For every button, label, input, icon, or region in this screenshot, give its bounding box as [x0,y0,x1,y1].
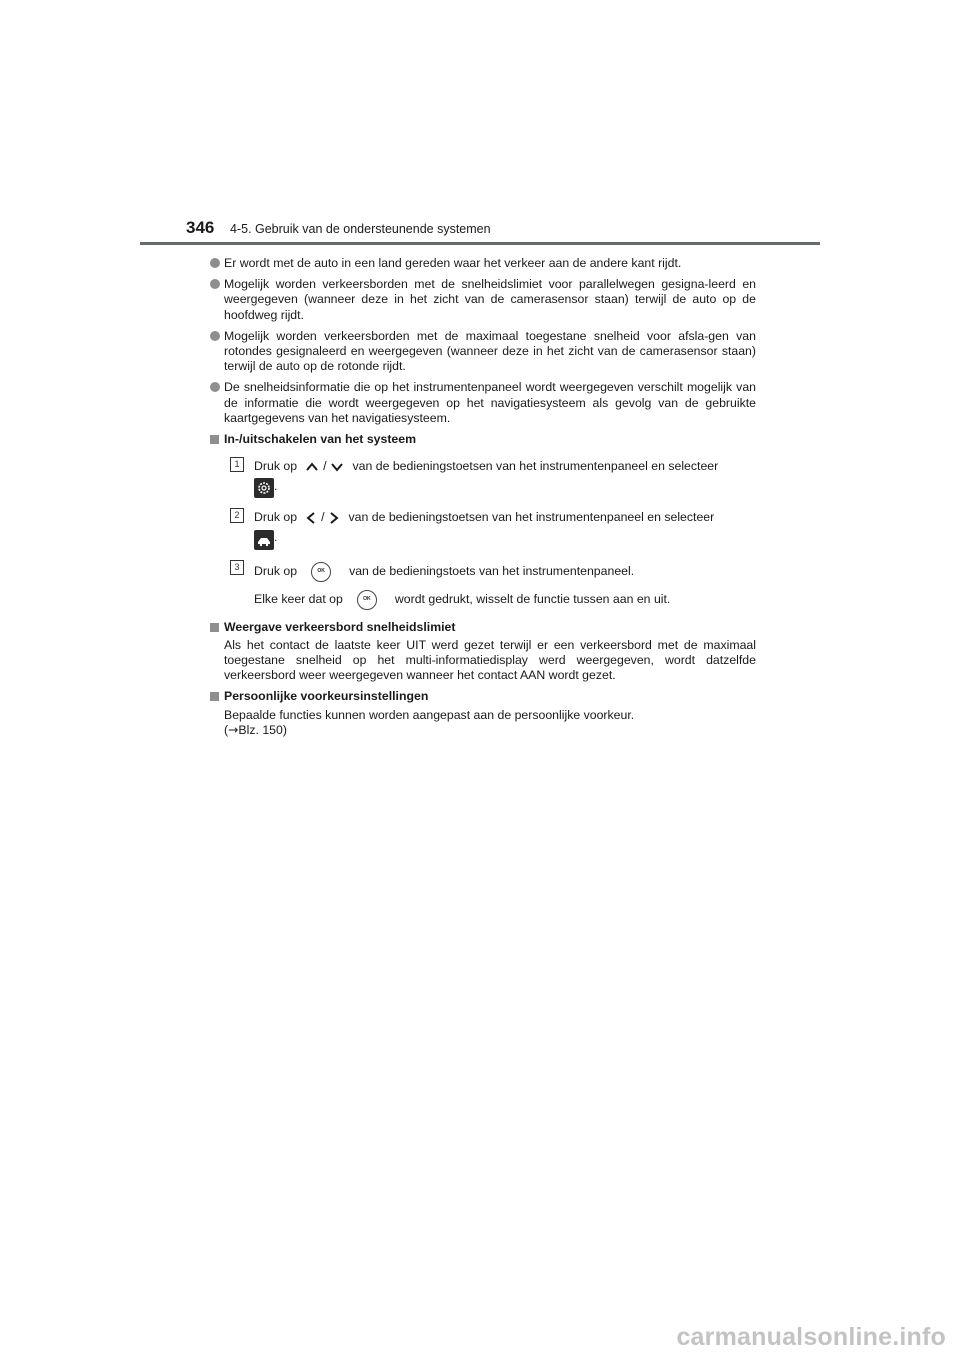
step-end: . [274,478,278,493]
section-heading: Weergave verkeersbord snelheidslimiet [224,619,456,634]
header-divider [140,242,820,245]
step-1 [224,459,756,498]
step-number: 2 [230,508,244,523]
section-marker [210,623,219,632]
bullet-text: Er wordt met de auto in een land gereden waar het verkeer aan de andere kant rijdt. [224,256,682,270]
chapter-title: 4-5. Gebruik van de ondersteunende systemen [230,222,491,236]
note-text-before: Elke keer dat op [254,592,343,607]
step-end: . [274,530,278,545]
section-heading: Persoonlijke voorkeursinstellingen [224,689,429,704]
section-body: Als het contact de laatste keer UIT werd gezet terwijl er een verkeersbord met de maximaal toegestane snelheid op het multi-informatiedisplay werd weergegeven, wordt datzelfde verkeersbord weer weergegeven wanneer het contact AAN wordt gezet. [224,637,756,683]
step-text [254,562,756,582]
gear-settings-icon [254,478,274,498]
xref-page: Blz. 150 [238,722,283,737]
chevron-down-icon [330,461,344,473]
step-icon-line [254,474,756,498]
section-marker [210,692,219,701]
step-number: 3 [230,560,244,575]
cross-reference[interactable]: (→Blz. 150) [224,722,287,737]
chevron-right-icon [328,511,340,525]
step-note [254,590,756,610]
bullet-text: Mogelijk worden verkeersborden met de maximaal toegestane snelheid voor afsla-gen van rotondes gesignaleerd en weergegeven (wanneer deze in het zicht van de camerasensor staan) terwijl de auto op de rotonde rijdt. [224,328,756,374]
driving-assist-icon [254,530,274,550]
bullet-item [208,277,756,323]
section-marker [210,435,219,444]
separator: / [323,459,327,474]
bullet-marker [210,279,220,289]
step-icon-line [254,526,756,550]
bullet-item [208,256,756,271]
section-onoff [208,432,756,610]
step-text-before: Druk op [254,510,298,525]
bullet-marker [210,331,220,341]
bullet-text: De snelheidsinformatie die op het instrumentenpaneel wordt weergegeven verschilt mogelijk van de informatie die wordt weergegeven op het navigatiesysteem als gevolg van de gebruikte kaartgegevens van het navigatiesysteem. [224,380,756,425]
page-number: 346 [186,218,215,237]
step-text [254,510,756,525]
step-text-before: Druk op [254,564,298,579]
watermark-logo: carmanualsonline.info [676,1323,946,1351]
section-personal-settings [208,689,756,738]
ok-button-icon: OK [311,562,331,582]
bullet-text: Mogelijk worden verkeersborden met de snelheidslimiet voor parallelwegen gesigna-leerd en weergegeven (wanneer deze in het zicht van de camerasensor staan) terwijl de auto op de hoofdweg rijdt. [224,277,756,322]
step-text-after: van de bedieningstoetsen van het instrumentenpaneel en selecteer [352,459,719,474]
bullet-marker [210,382,220,392]
step-2 [224,510,756,549]
step-text-after: van de bedieningstoetsen van het instrumentenpaneel en selecteer [348,510,715,525]
step-number: 1 [230,457,244,472]
step-text-before: Druk op [254,459,298,474]
note-text-after: wordt gedrukt, wisselt de functie tussen aan en uit. [394,592,671,607]
chevron-left-icon [305,511,317,525]
chevron-up-icon [305,461,319,473]
bullet-item [208,329,756,375]
step-text [254,459,756,474]
arrow-right-icon: → [228,722,239,737]
step-3 [224,562,756,610]
section-body-text: Bepaalde functies kunnen worden aangepast aan de persoonlijke voorkeur. [224,707,635,722]
ok-button-icon: OK [357,590,377,610]
section-heading: In-/uitschakelen van het systeem [224,432,417,447]
section-body [224,708,756,738]
page-content [208,256,756,744]
bullet-marker [210,258,220,268]
bullet-item [208,380,756,426]
section-sign-display [208,620,756,684]
separator: / [321,510,325,525]
step-text-after: van de bedieningstoets van het instrumentenpaneel. [349,564,635,579]
